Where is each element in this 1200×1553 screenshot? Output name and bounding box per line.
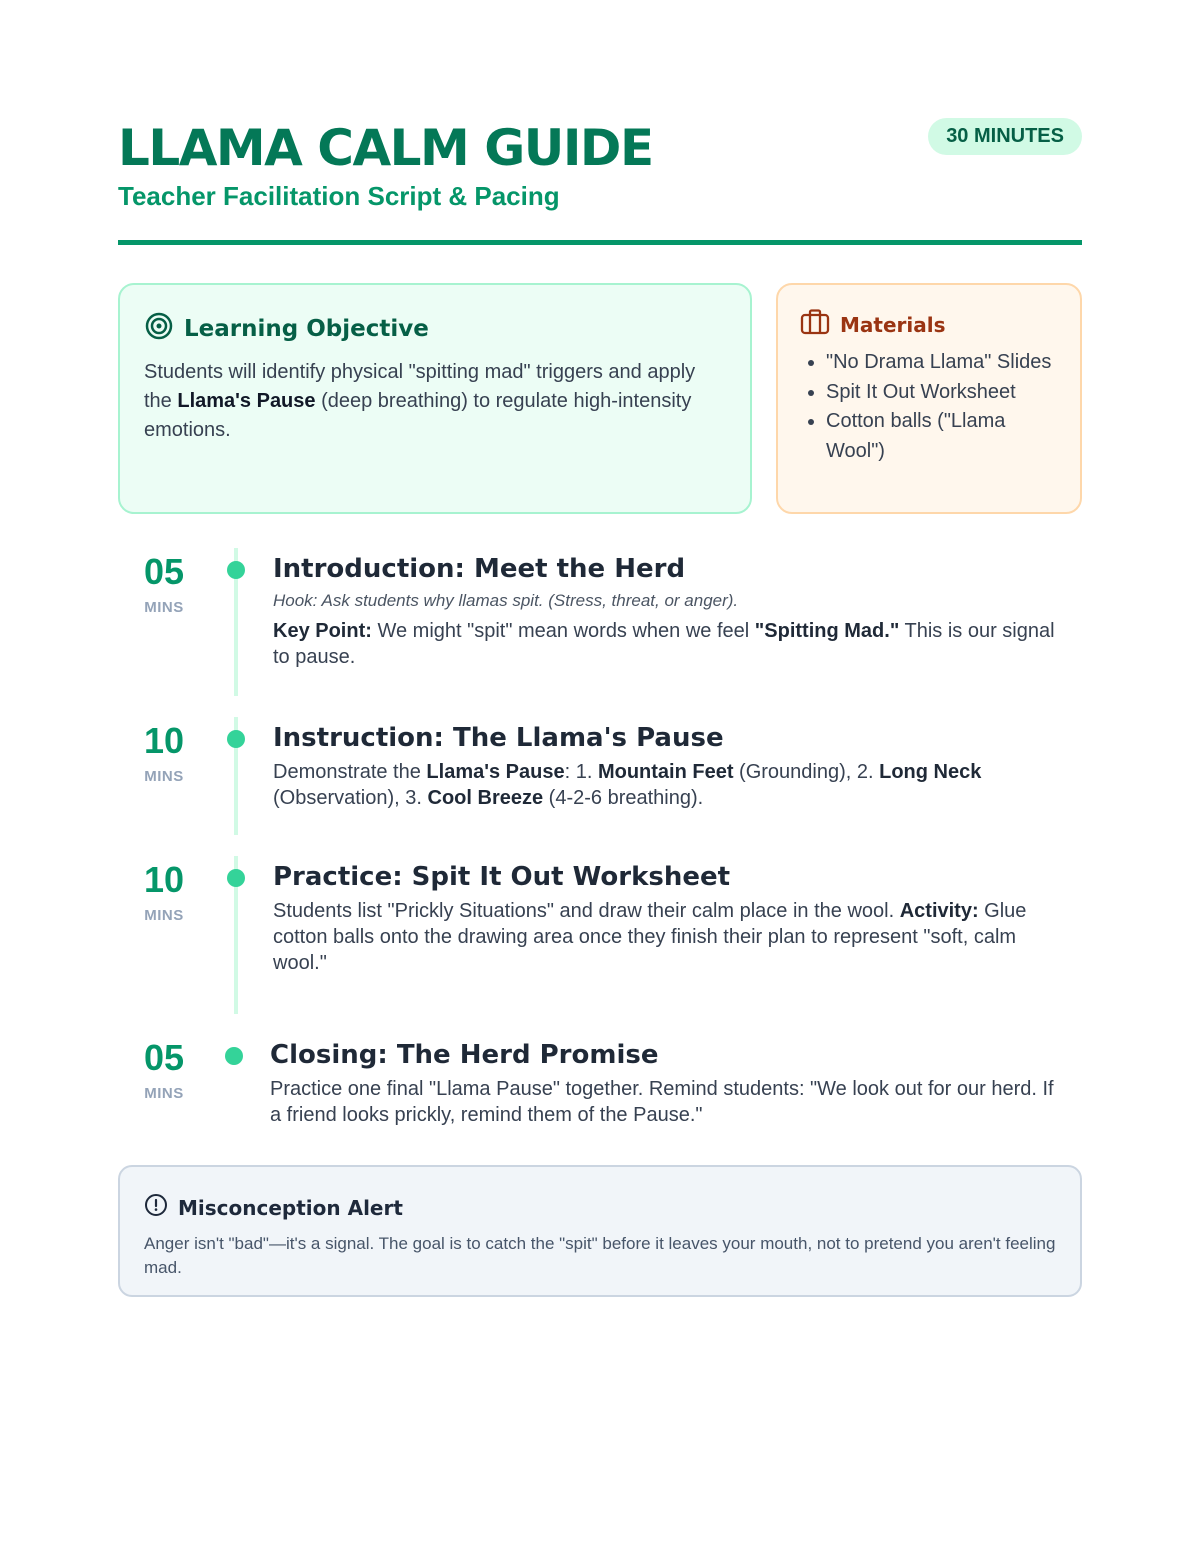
alert-title: Misconception Alert [178, 1195, 403, 1220]
step-minutes: 10 [143, 720, 185, 761]
step-key-term: Llama's Pause [426, 761, 565, 783]
step-minutes-label: MINS [144, 1085, 184, 1102]
step-key-term: "Spitting Mad." [754, 620, 900, 642]
key-point-label: Key Point: [273, 620, 372, 642]
step-text-part: Demonstrate the [273, 761, 427, 783]
step-text-part: (Grounding), 2. [733, 761, 880, 783]
objective-text [144, 358, 726, 445]
step-title: Closing: The Herd Promise [270, 1040, 659, 1070]
step-description: Practice one final "Llama Pause" together. Remind students: "We look out for our herd. If a friend looks prickly, remind them of the Pause." [270, 1078, 1054, 1126]
objective-key-term: Llama's Pause [177, 390, 316, 412]
step-text-part: Students list "Prickly Situations" and draw their calm place in the wool. [273, 900, 900, 922]
step-text-part: (4-2-6 breathing). [543, 787, 704, 809]
step-title: Practice: Spit It Out Worksheet [273, 862, 731, 892]
step-key-term: Long Neck [879, 761, 982, 783]
step-key-term: Activity: [899, 900, 979, 922]
lesson-guide-page [118, 0, 1082, 1277]
step-key-term: Cool Breeze [427, 787, 544, 809]
step-title: Introduction: Meet the Herd [273, 554, 686, 584]
learning-objective-card [118, 283, 752, 514]
timeline-dot [227, 730, 245, 748]
materials-item: • "No Drama Llama" Slides [826, 348, 1058, 378]
alert-text: Anger isn't "bad"—it's a signal. The goal is to catch the "spit" before it leaves your mouth, not to pretend you aren't feeling mad. [144, 1234, 1056, 1277]
materials-list [800, 348, 1058, 466]
step-description [273, 618, 1073, 670]
objective-title: Learning Objective [184, 315, 429, 342]
step-minutes-label: MINS [144, 907, 184, 924]
briefcase-icon [800, 309, 830, 340]
timeline-dot [227, 561, 245, 579]
step-text-part: : 1. [564, 761, 598, 783]
step-text-part: We might "spit" mean words when we feel [371, 620, 755, 642]
misconception-alert [118, 1165, 1082, 1297]
step-minutes-label: MINS [144, 599, 184, 616]
step-text-part: (Observation), 3. [273, 787, 428, 809]
materials-item: • Cotton balls ("Llama Wool") [826, 407, 1058, 466]
duration-badge: 30 MINUTES [928, 118, 1082, 155]
step-key-term: Mountain Feet [597, 761, 734, 783]
materials-item: • Spit It Out Worksheet [826, 378, 1058, 408]
objective-text-part: (deep breathing) to regulate high-intensity emotions. [144, 390, 692, 441]
step-minutes: 10 [143, 859, 185, 900]
alert-circle-icon [144, 1193, 168, 1222]
step-minutes: 05 [143, 1037, 185, 1078]
step-minutes: 05 [143, 551, 185, 592]
target-icon [144, 311, 174, 346]
objective-text-part: Students will identify physical "spitting mad" triggers and apply the [144, 361, 696, 412]
page-subtitle: Teacher Facilitation Script & Pacing [118, 181, 560, 211]
step-minutes-label: MINS [144, 768, 184, 785]
header [118, 0, 1082, 245]
page-title: LLAMA CALM GUIDE [118, 119, 653, 177]
step-text-part: This is our signal to pause. [273, 620, 1055, 668]
step-description [273, 759, 1073, 811]
timeline-dot [227, 869, 245, 887]
timeline-dot [225, 1047, 243, 1065]
step-description [273, 898, 1073, 976]
materials-card [776, 283, 1082, 514]
materials-title: Materials [840, 312, 946, 337]
step-text-part: Glue cotton balls onto the drawing area once they finish their plan to represent "soft, calm wool." [273, 900, 1027, 974]
step-title: Instruction: The Llama's Pause [273, 723, 724, 753]
step-hook: Hook: Ask students why llamas spit. (Stress, threat, or anger). [273, 591, 739, 610]
header-divider [118, 240, 1082, 245]
